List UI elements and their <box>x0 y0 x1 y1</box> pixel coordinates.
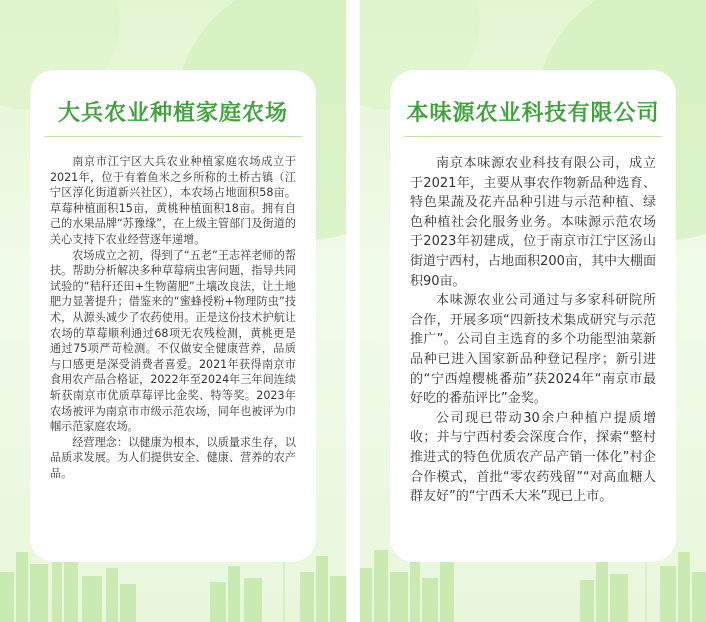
card-body <box>410 154 656 507</box>
info-card <box>30 70 316 562</box>
paragraph: 农场成立之初，得到了“五老”王志祥老师的帮扶。帮助分析解决多种草莓病虫害问题，指导共同试验的“秸秆还田+生物菌肥”土壤改良法，让土地肥力显著提升；借鉴来的“蜜蜂授粉+物理防虫”技术，从源头减少了农药使用。正是这份技术护航让农场的草莓顺利通过68项无农残检测，黄桃更是通过75项严苛检测。不仅做安全健康营养，品质与口感更是深受消费者喜爱。2021年获得南京市食用农产品合格证，2022年至2024年三年间连续斩获南京市优质草莓评比金奖、特等奖。2023年农场被评为南京市市级示范农场，同年也被评为巾帼示范家庭农场。 <box>50 248 296 434</box>
card-title: 大兵农业种植家庭农场 <box>57 101 288 126</box>
paragraph: 南京市江宁区大兵农业种植家庭农场成立于2021年，位于有着鱼米之乡所称的土桥古镇（江宁区淳化街道新兴社区），本农场占地面积58亩。草莓种植面积15亩，黄桃种植面积18亩。拥有自己的水果品牌“苏豫缘”，在上级主管部门及街道的关心支持下农业经营逐年递增。 <box>50 155 296 246</box>
info-card <box>390 70 676 562</box>
card-title: 本味源农业科技有限公司 <box>406 101 660 126</box>
panel-right <box>360 0 706 622</box>
paragraph: 南京本味源农业科技有限公司，成立于2021年，主要从事农作物新品种选育、特色果蔬及花卉品种引进与示范种植、绿色种植社会化服务业务。本味源示范农场于2023年初建成，位于南京市江宁区汤山街道宁西村，占地面积200亩，其中大棚面积90亩。 <box>410 156 656 289</box>
paragraph: 公司现已带动30余户种植户提质增收；并与宁西村委会深度合作，探索“整村推进式的特色优质农产品产销一体化”村企合作模式，首批“零农药残留”“对高血糖人群友好”的“宁西禾大米”现已上市。 <box>410 410 656 505</box>
card-body <box>50 154 296 481</box>
paragraph: 本味源农业公司通过与多家科研院所合作，开展多项“四新技术集成研究与示范推广”。公司自主选育的多个功能型油菜新品种已进入国家新品种登记程序；新引进的“宁西煌樱桃番茄”获2024年“南京市最好吃的番茄评比”金奖。 <box>410 293 656 407</box>
title-divider <box>44 136 302 137</box>
title-divider <box>404 136 662 137</box>
panel-left <box>0 0 346 622</box>
paragraph: 经营理念：以健康为根本，以质量求生存，以品质求发展。为人们提供安全、健康、营养的农产品。 <box>50 435 296 480</box>
